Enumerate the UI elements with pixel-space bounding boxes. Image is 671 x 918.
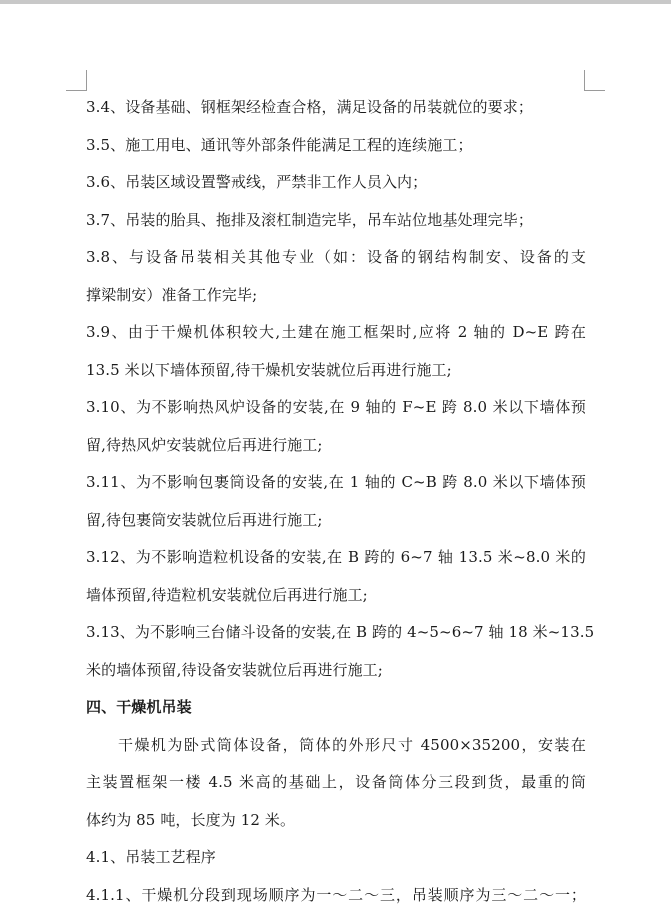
margin-corner-mark-right bbox=[584, 70, 605, 91]
paragraph-3-4: 3.4、设备基础、钢框架经检查合格，满足设备的吊装就位的要求； bbox=[86, 98, 533, 116]
window-top-strip bbox=[0, 0, 671, 4]
paragraph-4-intro-line-3: 体约为 85 吨，长度为 12 米。 bbox=[86, 811, 296, 829]
paragraph-3-12-line-2: 墙体预留,待造粒机安装就位后再进行施工; bbox=[86, 586, 368, 604]
paragraph-3-11-line-2: 留,待包裹筒安装就位后再进行施工; bbox=[86, 511, 323, 529]
paragraph-3-12-line-1: 3.12、为不影响造粒机设备的安装,在 B 跨的 6~7 轴 13.5 米~8.0 米的 bbox=[86, 548, 586, 566]
paragraph-3-10-line-2: 留,待热风炉安装就位后再进行施工; bbox=[86, 436, 323, 454]
paragraph-3-7: 3.7、吊装的胎具、拖排及滚杠制造完毕，吊车站位地基处理完毕； bbox=[86, 211, 533, 229]
paragraph-3-5: 3.5、施工用电、通讯等外部条件能满足工程的连续施工； bbox=[86, 136, 473, 154]
paragraph-3-13-line-2: 米的墙体预留,待设备安装就位后再进行施工; bbox=[86, 661, 383, 679]
paragraph-4-intro-line-2: 主装置框架一楼 4.5 米高的基础上，设备筒体分三段到货，最重的筒 bbox=[86, 773, 586, 791]
paragraph-3-10-line-1: 3.10、为不影响热风炉设备的安装,在 9 轴的 F~E 跨 8.0 米以下墙体预 bbox=[86, 398, 586, 416]
paragraph-3-11-line-1: 3.11、为不影响包裹筒设备的安装,在 1 轴的 C~B 跨 8.0 米以下墙体预 bbox=[86, 473, 586, 491]
paragraph-3-8-line-2: 撑梁制安）准备工作完毕; bbox=[86, 286, 258, 304]
paragraph-4-1-1: 4.1.1、干燥机分段到现场顺序为一～二～三，吊装顺序为三～二～一； bbox=[86, 886, 586, 904]
paragraph-3-9-line-2: 13.5 米以下墙体预留,待干燥机安装就位后再进行施工; bbox=[86, 361, 452, 379]
paragraph-3-13-line-1: 3.13、为不影响三台储斗设备的安装,在 B 跨的 4~5~6~7 轴 18 米~13.5 bbox=[86, 623, 595, 641]
margin-corner-mark-left bbox=[66, 70, 87, 91]
section-heading-4: 四、干燥机吊装 bbox=[86, 698, 192, 716]
paragraph-4-intro-line-1: 干燥机为卧式筒体设备，筒体的外形尺寸 4500×35200，安装在 bbox=[118, 736, 586, 754]
subheading-4-1: 4.1、吊装工艺程序 bbox=[86, 848, 216, 866]
paragraph-3-6: 3.6、吊装区域设置警戒线，严禁非工作人员入内； bbox=[86, 173, 428, 191]
paragraph-3-8-line-1: 3.8、与设备吊装相关其他专业（如：设备的钢结构制安、设备的支 bbox=[86, 248, 586, 266]
paragraph-3-9-line-1: 3.9、由于干燥机体积较大,土建在施工框架时,应将 2 轴的 D~E 跨在 bbox=[86, 323, 586, 341]
